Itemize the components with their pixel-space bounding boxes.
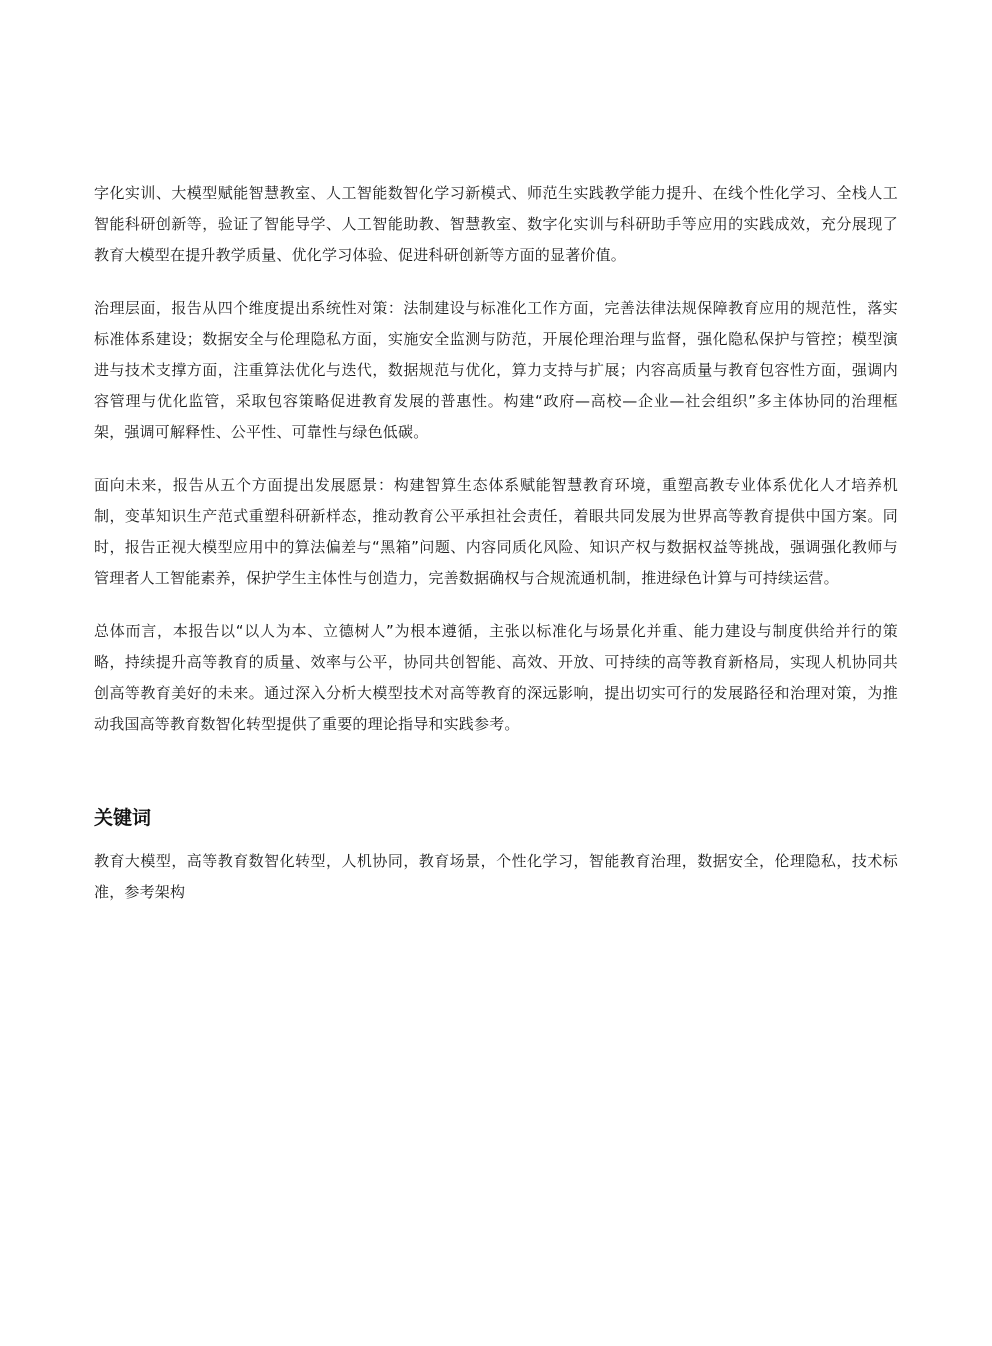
paragraph-application-cases: 字化实训、大模型赋能智慧教室、人工智能数智化学习新模式、师范生实践教学能力提升、在线个性化学习、全栈人工智能科研创新等，验证了智能导学、人工智能助教、智慧教室、数字化实训与科研助手等应用的实践成效，充分展现了教育大模型在提升教学质量、优化学习体验、促进科研创新等方面的显著价值。: [94, 184, 898, 264]
document-body: [94, 178, 898, 908]
paragraph-governance: 治理层面，报告从四个维度提出系统性对策：法制建设与标准化工作方面，完善法律法规保障教育应用的规范性，落实标准体系建设；数据安全与伦理隐私方面，实施安全监测与防范，开展伦理治理与监督，强化隐私保护与管控；模型演进与技术支撑方面，注重算法优化与迭代，数据规范与优化，算力支持与扩展；内容高质量与教育包容性方面，强调内容管理与优化监管，采取包容策略促进教育发展的普惠性。构建“政府—高校—企业—社会组织”多主体协同的治理框架，强调可解释性、公平性、可靠性与绿色低碳。: [94, 299, 898, 441]
paragraph-future-vision: 面向未来，报告从五个方面提出发展愿景：构建智算生态体系赋能智慧教育环境，重塑高教专业体系优化人才培养机制，变革知识生产范式重塑科研新样态，推动教育公平承担社会责任，着眼共同发展为世界高等教育提供中国方案。同时，报告正视大模型应用中的算法偏差与“黑箱”问题、内容同质化风险、知识产权与数据权益等挑战，强调强化教师与管理者人工智能素养，保护学生主体性与创造力，完善数据确权与合规流通机制，推进绿色计算与可持续运营。: [94, 476, 898, 587]
keywords-heading: 关键词: [94, 807, 152, 829]
keywords-list: 教育大模型，高等教育数智化转型，人机协同，教育场景，个性化学习，智能教育治理，数据安全，伦理隐私，技术标准，参考架构: [94, 852, 898, 901]
paragraph-conclusion: 总体而言，本报告以“以人为本、立德树人”为根本遵循，主张以标准化与场景化并重、能力建设与制度供给并行的策略，持续提升高等教育的质量、效率与公平，协同共创智能、高效、开放、可持续的高等教育新格局，实现人机协同共创高等教育美好的未来。通过深入分析大模型技术对高等教育的深远影响，提出切实可行的发展路径和治理对策，为推动我国高等教育数智化转型提供了重要的理论指导和实践参考。: [94, 622, 898, 733]
